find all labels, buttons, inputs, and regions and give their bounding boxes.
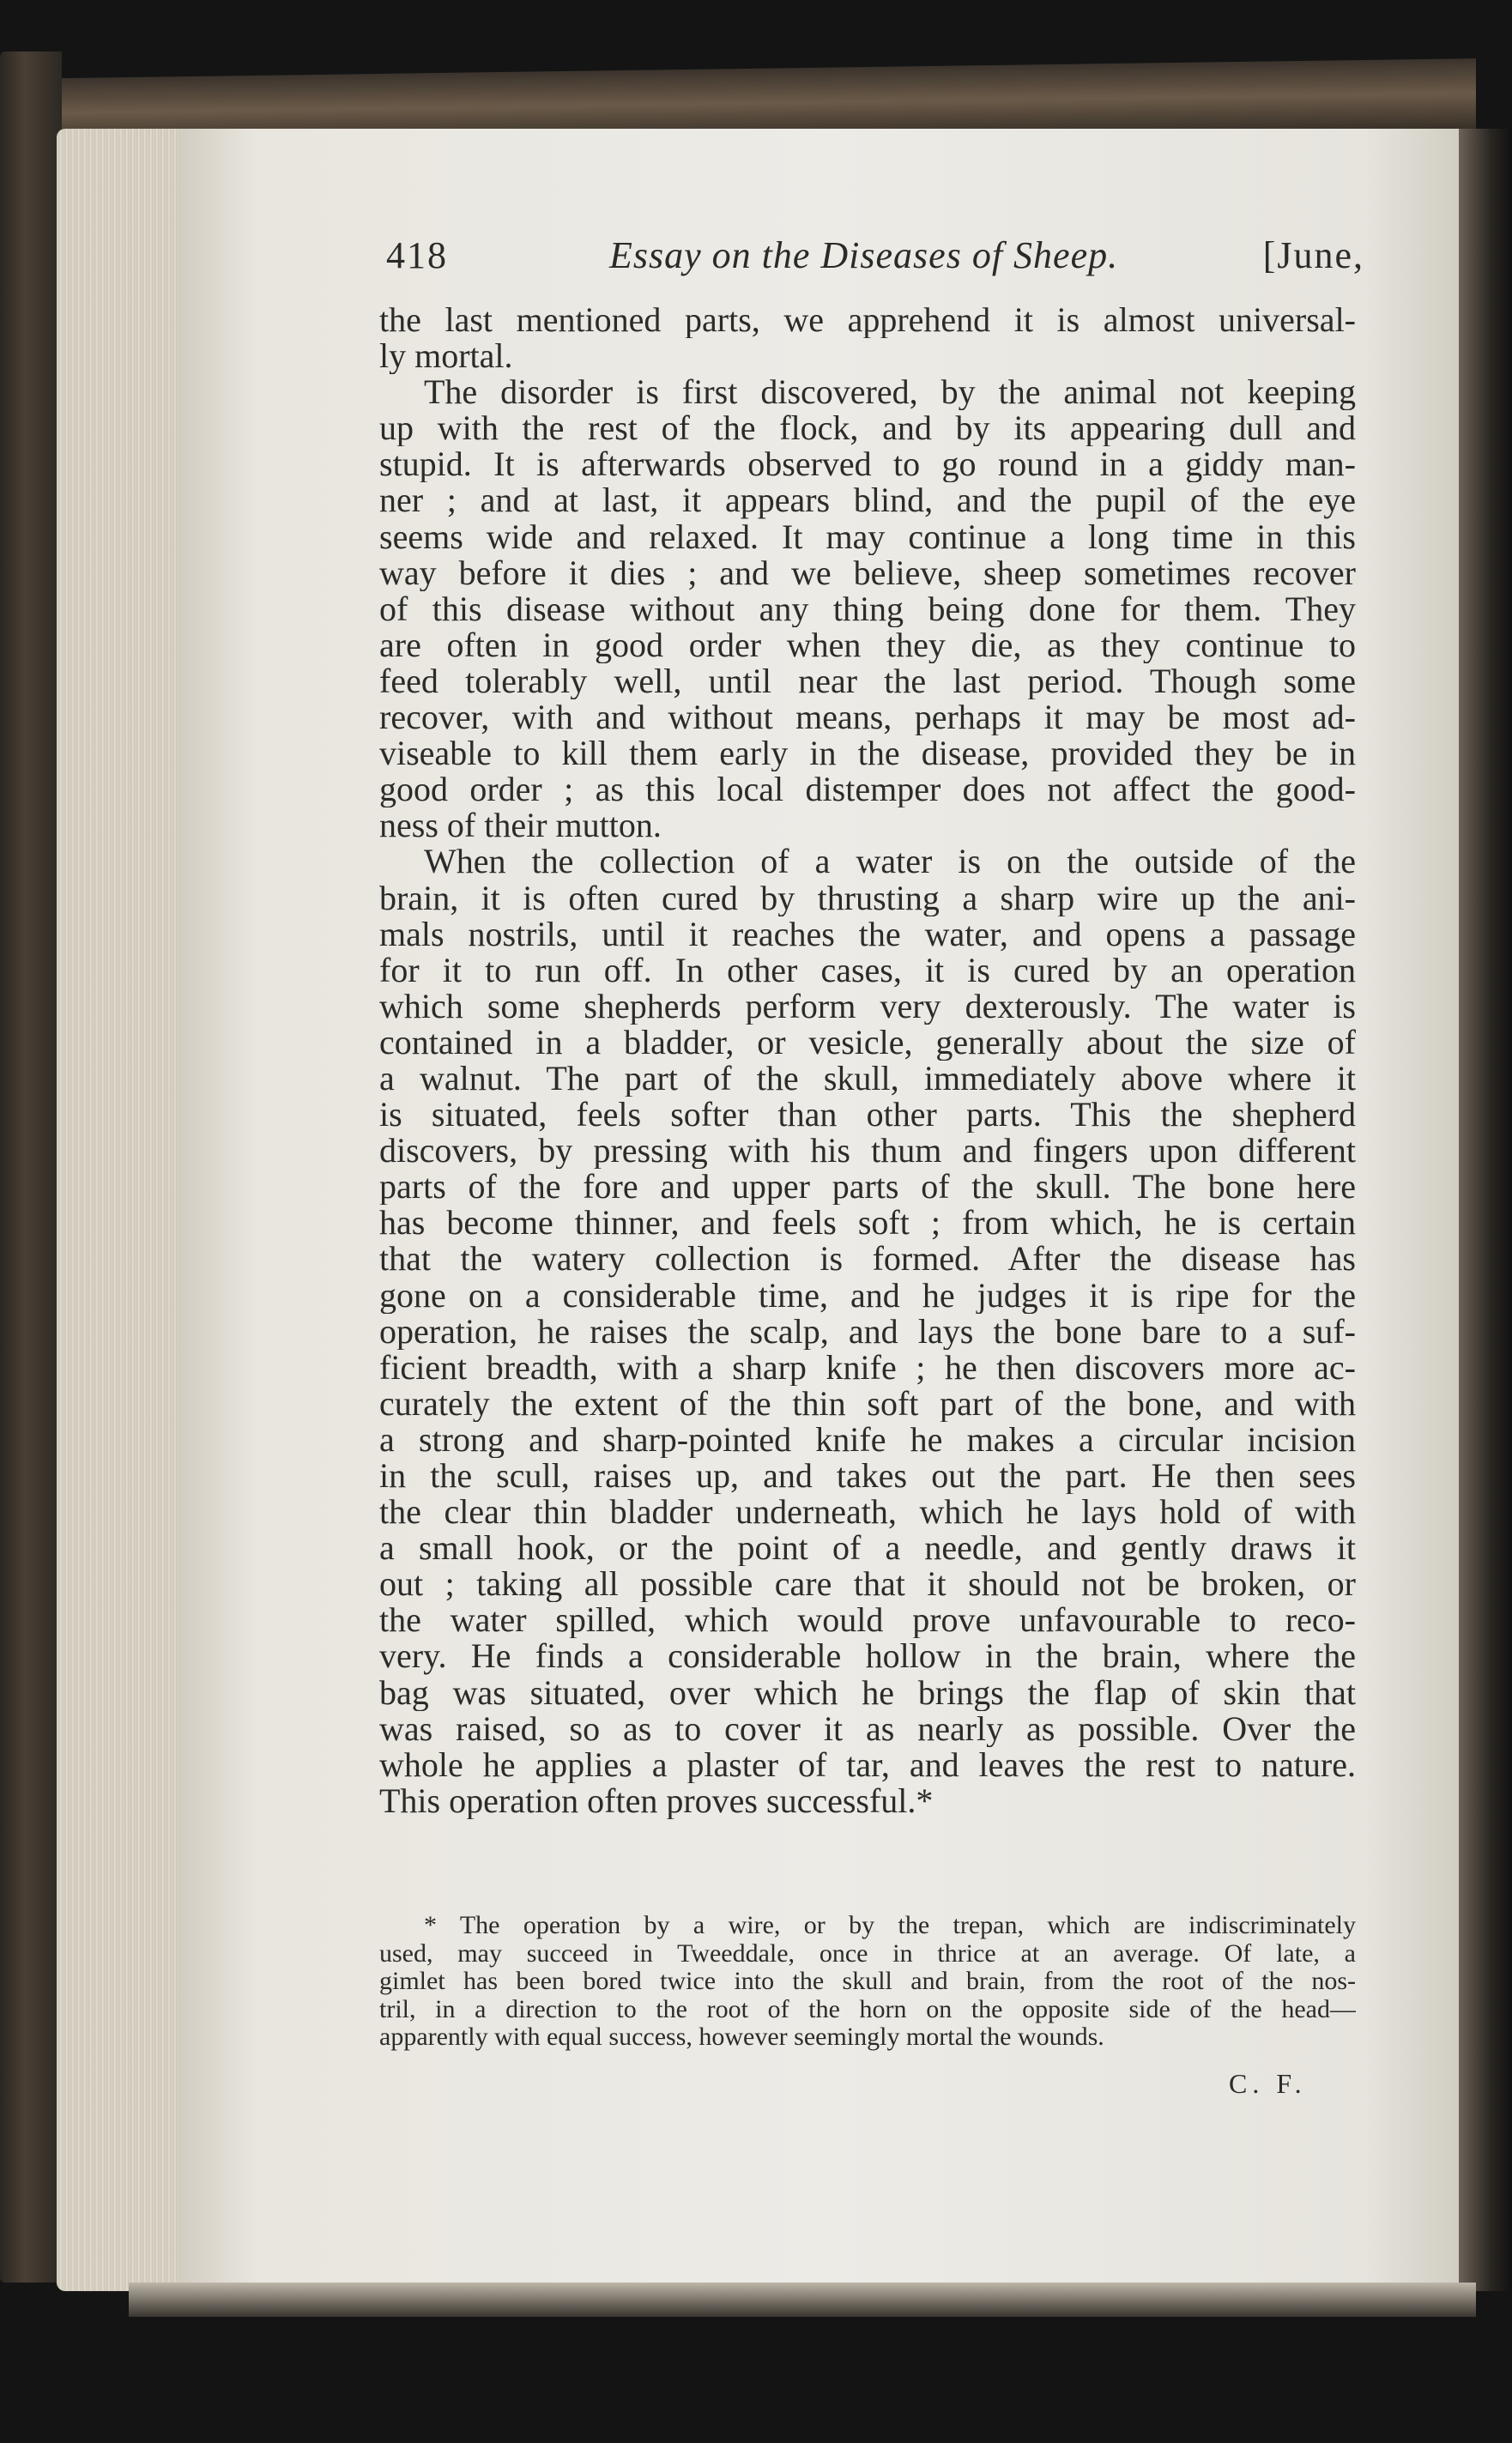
text-line: in the scull, raises up, and takes out the part. He then sees: [379, 1458, 1356, 1495]
running-month: [June,: [1262, 234, 1364, 276]
text-line: has become thinner, and feels soft ; from which, he is certain: [379, 1205, 1356, 1242]
text-line: out ; taking all possible care that it should not be broken, or: [379, 1566, 1356, 1603]
text-line: for it to run off. In other cases, it is cured by an operation: [379, 952, 1356, 989]
text-line: very. He finds a considerable hollow in the brain, where the: [379, 1638, 1356, 1675]
footnote-line: apparently with equal success, however seemingly mortal the wounds.: [379, 2023, 1104, 2051]
text-line: When the collection of a water is on the outside of the: [424, 844, 1356, 880]
text-line: a small hook, or the point of a needle, and gently draws it: [379, 1530, 1356, 1567]
text-line: a strong and sharp-pointed knife he makes a circular incision: [379, 1421, 1356, 1458]
text-line: curately the extent of the thin soft part of the bone, and with: [379, 1385, 1356, 1422]
text-line: whole he applies a plaster of tar, and leaves the rest to nature.: [379, 1746, 1356, 1783]
running-header: [386, 233, 1364, 293]
text-line: brain, it is often cured by thrusting a sharp wire up the ani-: [379, 880, 1356, 916]
book-cover-left: [0, 51, 62, 2283]
text-line: contained in a bladder, or vesicle, generally about the size of: [379, 1024, 1356, 1061]
text-line: stupid. It is afterwards observed to go round in a giddy man-: [379, 446, 1356, 483]
text-line: discovers, by pressing with his thum and fingers upon different: [379, 1133, 1356, 1170]
text-line: seems wide and relaxed. It may continue a long time in this: [379, 518, 1356, 555]
text-line: feed tolerably well, until near the last period. Though some: [379, 662, 1356, 700]
text-line: the last mentioned parts, we apprehend it is almost universal-: [379, 302, 1356, 339]
book-bottom-edge: [129, 2283, 1476, 2317]
text-line: ly mortal.: [379, 338, 513, 375]
text-line: The disorder is first discovered, by the animal not keeping: [424, 374, 1356, 411]
page-number: 418: [386, 234, 448, 276]
footnote-line: used, may succeed in Tweeddale, once in thrice at an average. Of late, a: [379, 1939, 1356, 1968]
text-line: ness of their mutton.: [379, 807, 662, 844]
text-line: operation, he raises the scalp, and lays the bone bare to a suf-: [379, 1313, 1356, 1350]
footnote-line: tril, in a direction to the root of the horn on the opposite side of the head—: [379, 1995, 1356, 2023]
text-line: viseable to kill them early in the disease, provided they be in: [379, 735, 1356, 772]
footnote-signature: C. F.: [1229, 2068, 1307, 2099]
text-line: a walnut. The part of the skull, immediately above where it: [379, 1060, 1356, 1098]
text-line: This operation often proves successful.*: [379, 1782, 934, 1819]
text-line: bag was situated, over which he brings the flap of skin that: [379, 1674, 1356, 1711]
text-line: parts of the fore and upper parts of the skull. The bone here: [379, 1169, 1356, 1206]
book-gutter-right: [1459, 129, 1512, 2291]
text-line: ficient breadth, with a sharp knife ; he then discovers more ac-: [379, 1349, 1356, 1386]
body-text: [379, 302, 1356, 1819]
text-line: up with the rest of the flock, and by its appearing dull and: [379, 410, 1356, 447]
text-line: the water spilled, which would prove unfavourable to reco-: [379, 1602, 1356, 1639]
text-line: are often in good order when they die, as they continue to: [379, 626, 1356, 663]
page-edges: [57, 129, 194, 2291]
footnote-line: * The operation by a wire, or by the trepan, which are indiscriminately: [424, 1912, 1356, 1939]
text-line: mals nostrils, until it reaches the water, and opens a passage: [379, 916, 1356, 952]
text-line: recover, with and without means, perhaps it may be most ad-: [379, 699, 1356, 736]
footnote: [379, 1912, 1356, 2052]
running-title: Essay on the Diseases of Sheep.: [609, 234, 1119, 276]
text-line: that the watery collection is formed. After the disease has: [379, 1241, 1356, 1278]
text-line: which some shepherds perform very dexterously. The water is: [379, 988, 1356, 1025]
footnote-line: gimlet has been bored twice into the skull and brain, from the root of the nos-: [379, 1968, 1356, 1995]
text-line: was raised, so as to cover it as nearly as possible. Over the: [379, 1710, 1356, 1747]
text-line: ner ; and at last, it appears blind, and the pupil of the eye: [379, 482, 1356, 519]
text-line: way before it dies ; and we believe, sheep sometimes recover: [379, 554, 1356, 591]
text-line: gone on a considerable time, and he judges it is ripe for the: [379, 1277, 1356, 1314]
text-line: good order ; as this local distemper does not affect the good-: [379, 771, 1356, 808]
text-line: the clear thin bladder underneath, which he lays hold of with: [379, 1494, 1356, 1531]
text-line: of this disease without any thing being done for them. They: [379, 590, 1356, 627]
text-line: is situated, feels softer than other parts. This the shepherd: [379, 1097, 1356, 1134]
